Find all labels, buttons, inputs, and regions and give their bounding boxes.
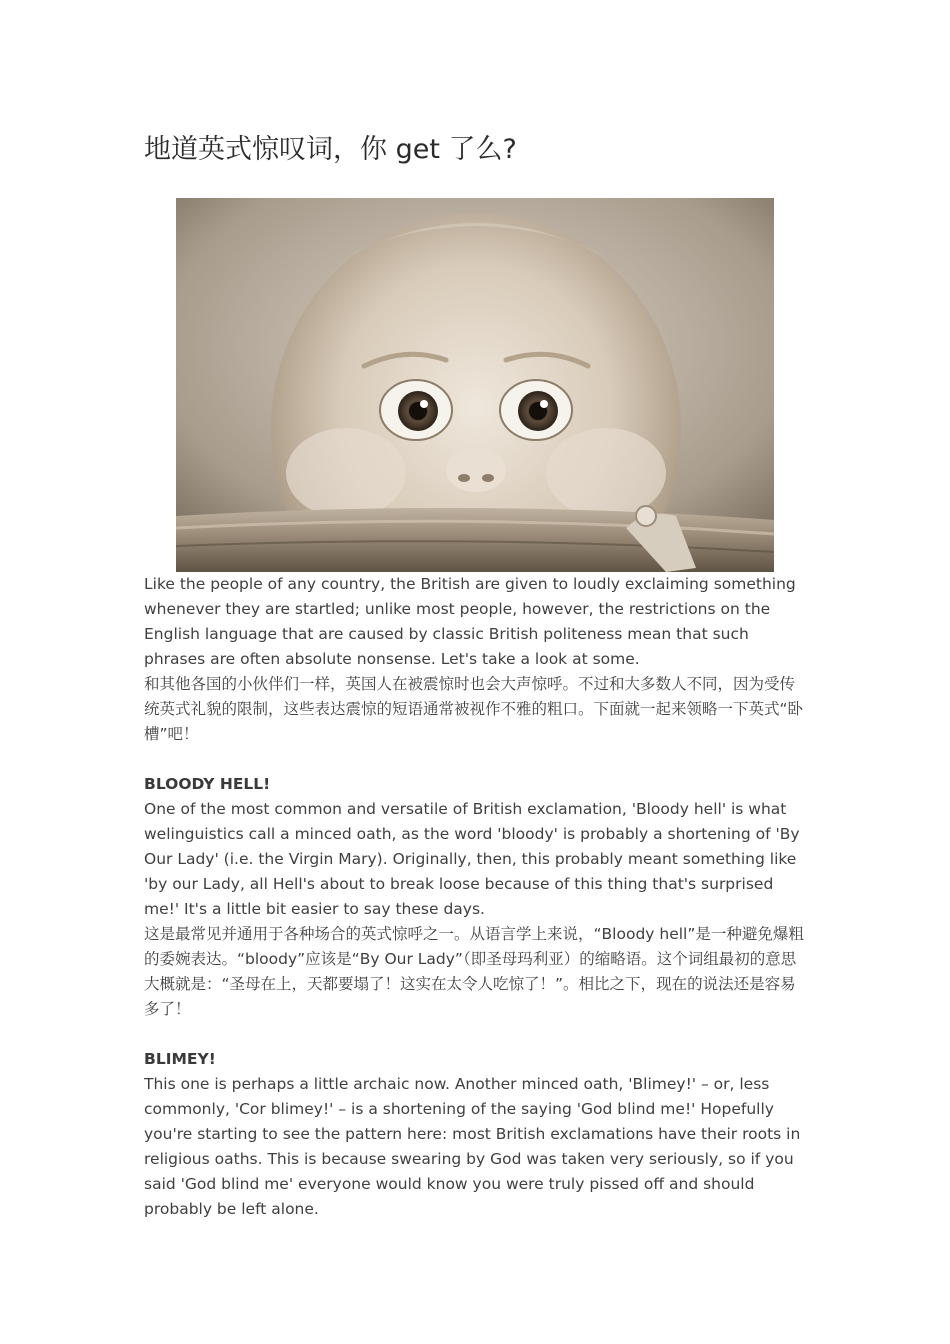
- baby-photo-illustration: [176, 198, 774, 572]
- intro-chinese: 和其他各国的小伙伴们一样，英国人在被震惊时也会大声惊呼。不过和大多数人不同，因为受传统英式礼貌的限制，这些表达震惊的短语通常被视作不雅的粗口。下面就一起来领略一下英式“卧槽”吧！: [144, 675, 804, 743]
- section-heading-blimey: BLIMEY!: [144, 1050, 216, 1068]
- document-page: [144, 128, 810, 1222]
- section-bloody-hell-chinese: 这是最常见并通用于各种场合的英式惊呼之一。从语言学上来说，“Bloody hell”是一种避免爆粗的委婉表达。“bloody”应该是“By Our Lady”（即圣母玛利亚）的缩略语。这个词组最初的意思大概就是：“圣母在上，天都要塌了！这实在太令人吃惊了！”。相比之下，现在的说法还是容易多了！: [144, 925, 804, 1018]
- section-bloody-hell-english: One of the most common and versatile of British exclamation, 'Bloody hell' is what welinguistics call a minced oath, as the word 'bloody' is probably a shortening of 'By Our Lady' (i.e. the Virgin Mary). Originally, then, this probably meant something like 'by our Lady, all Hell's about to break loose because of this thing that's surprised me!' It's a little bit easier to say these days.: [144, 800, 800, 918]
- startled-baby-photo: [176, 198, 774, 572]
- section-heading-bloody-hell: BLOODY HELL!: [144, 775, 271, 793]
- section-blimey-english: This one is perhaps a little archaic now. Another minced oath, 'Blimey!' – or, less commonly, 'Cor blimey!' – is a shortening of the saying 'God blind me!' Hopefully you're starting to see the pattern here: most British exclamations have their roots in religious oaths. This is because swearing by God was taken very seriously, so if you said 'God blind me' everyone would know you were truly pissed off and should probably be left alone.: [144, 1075, 801, 1218]
- page-title: 地道英式惊叹词，你 get 了么?: [144, 134, 517, 165]
- intro-english: Like the people of any country, the British are given to loudly exclaiming something whenever they are startled; unlike most people, however, the restrictions on the English language that are caused by classic British politeness mean that such phrases are often absolute nonsense. Let's take a look at some.: [144, 575, 796, 668]
